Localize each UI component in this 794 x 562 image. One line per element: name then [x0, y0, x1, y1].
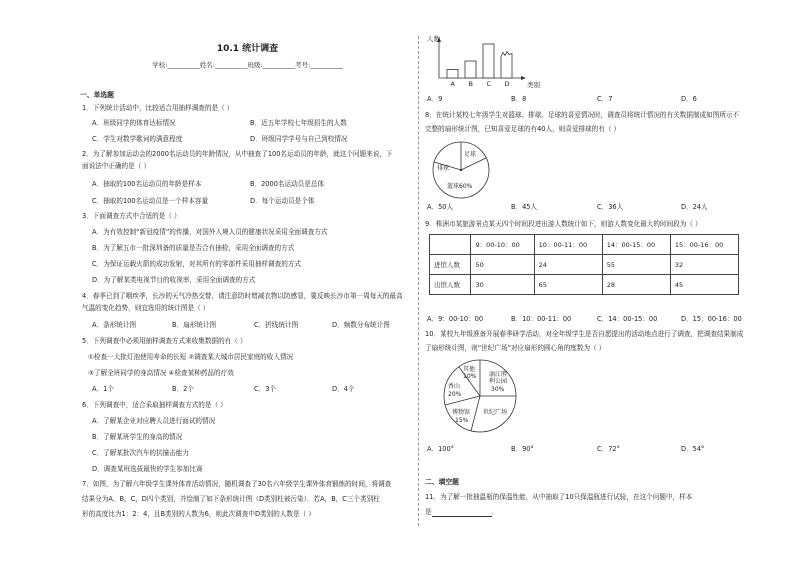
pie-label-park-line1: 漓江胜: [489, 371, 508, 378]
table-cell: 9：00-10：00: [471, 235, 534, 255]
q3-option-a[interactable]: A．为有效控制“新冠疫情”的传播，对国外入境人员的健康状况采用全面调查方式: [92, 228, 328, 236]
table-row: [430, 275, 739, 295]
q11-answer-blank[interactable]: [432, 509, 492, 517]
question-5-item-line2: ③了解全班同学的身高情况 ④检查某种药品的疗效: [88, 369, 234, 377]
table-cell: 14：00-15：00: [602, 235, 670, 255]
pie-label-museum-pct: 15%: [455, 417, 469, 424]
pie-label-museum: 博物馆: [452, 409, 471, 416]
q5-option-a[interactable]: A．1个: [92, 385, 114, 393]
q7-option-d[interactable]: D．6: [681, 95, 697, 103]
pie-label-other: 其他: [463, 366, 476, 373]
pie-label-basketball: 篮球60%: [447, 183, 473, 190]
q6-option-c[interactable]: C．了解某批次汽车的抗撞击能力: [92, 449, 189, 457]
q10-option-b[interactable]: B．90°: [511, 445, 534, 453]
q10-pie-chart: [425, 356, 535, 436]
bar-D: [501, 52, 512, 79]
q3-option-b[interactable]: B．为了解五市一批深圳备的质量是否合有抽检，采用全面调查的方式: [92, 244, 295, 252]
q7-option-a[interactable]: A．9: [427, 95, 443, 103]
page-title: 10.1 统计调查: [216, 44, 279, 54]
table-cell: 65: [534, 275, 602, 295]
bar-B: [465, 61, 476, 78]
pie-label-volleyball: 排球: [437, 165, 450, 172]
question-8-line1: 8．在统计某校七年级学生对篮球、排球、足球的喜爱情况时，调查员将统计情况的有关数据制成如图所示不: [425, 111, 740, 119]
bar-group: [447, 44, 512, 78]
pie-label-park-line2: 利公园: [489, 378, 508, 385]
table-cell: 出馆人数: [430, 275, 471, 295]
question-2-stem-line1: 2．为了解参加运动会的2000名运动员的年龄情况，从中抽查了100名运动员的年龄，就这个问题来说，下: [82, 150, 393, 158]
q10-option-d[interactable]: D．54°: [681, 445, 705, 453]
table-cell: 28: [602, 275, 670, 295]
q1-option-d[interactable]: D．班级同学学号与自己到校情况: [250, 135, 348, 143]
question-9-stem: 9．株洲市某旅游景点某天四个时间段进出游人数统计如下，则游人数变化最大的时间段为（ ）: [425, 220, 702, 228]
question-1-stem: 1．下列统计活动中，比较适合用抽样调查的是（ ）: [82, 104, 234, 112]
q2-option-d[interactable]: D．每个运动员是个体: [250, 197, 315, 205]
q5-option-c[interactable]: C．3个: [254, 385, 276, 393]
bar-C: [483, 44, 494, 78]
q8-option-b[interactable]: B．45人: [511, 203, 538, 211]
q11-period: ．: [491, 508, 499, 516]
table-row: [430, 255, 739, 275]
pie-label-century-square: 世纪广场: [483, 409, 508, 416]
q1-option-a[interactable]: A．班级同学的体育达标情况: [92, 119, 176, 127]
table-cell: 10：00-11：00: [534, 235, 602, 255]
question-7-line1: 7．如图，为了解六年级学生课外体育活动情况，随机调查了30名六年级学生课外体育锻炼的时间，将调查: [82, 480, 392, 488]
pie-label-park-pct: 30%: [491, 386, 505, 393]
q6-option-a[interactable]: A．了解某企业对应聘人员进行面试的情况: [92, 417, 216, 425]
question-7-line3: 形的高度比为1：2：4，且B类别的人数为6，则此次调查中D类别的人数是（ ）: [82, 510, 315, 518]
pie-label-xiangshan: 香山: [448, 383, 461, 390]
pie-label-other-pct: 10%: [463, 373, 477, 380]
q3-option-c[interactable]: C．为保证运载火箭的成功发射，对其所有的零部件采用抽样调查的方式: [92, 260, 302, 268]
q7-option-b[interactable]: B．8: [511, 95, 527, 103]
question-5-item-line1: ①检查一大批灯泡使用寿命的长短 ②调查某大城市居民家庭的收入情况: [88, 353, 294, 361]
question-8-line2: 完整的扇形统计图，已知喜爱足球的有40人，则喜爱排球的有（ ）: [425, 125, 621, 133]
q9-option-a[interactable]: A．9：00-10：00: [427, 315, 484, 323]
table-cell: 32: [670, 255, 738, 275]
bar-label-C: C: [486, 80, 492, 88]
q8-option-a[interactable]: A．50人: [427, 203, 454, 211]
q9-option-c[interactable]: C．14：00-15：00: [597, 315, 658, 323]
q5-option-d[interactable]: D．4个: [332, 385, 355, 393]
question-5-stem: 5．下列调查中必须用抽样调查方式来收集数据的有（ ）: [82, 337, 247, 345]
question-4-stem-line1: 4．春季已到了咽疾季，长沙的天气冷热交替，请注意防时增减衣物以防感冒，要反映长沙市第一周每天的最高: [82, 292, 403, 300]
bar-A: [447, 70, 458, 79]
q9-table: [429, 234, 739, 295]
table-cell: 55: [602, 255, 670, 275]
pie-center: [460, 169, 462, 171]
q8-pie-chart: [427, 138, 507, 200]
table-header-row: [430, 235, 739, 255]
question-10-line1: 10．某校九年级准备开展春季研学活动，对全年级学生是否自愿提出的活动地点进行了调查，把调查结果制成: [425, 330, 744, 338]
question-7-line2: 结果分为A，B，C，D四个类别，并绘制了如下条形统计图（D类别柱被污染）．若A，B，C三个类别柱: [82, 495, 380, 503]
q10-option-c[interactable]: C．72°: [597, 445, 620, 453]
bar-chart-ylabel: 人数: [427, 35, 440, 43]
q2-option-b[interactable]: B．2000名运动员是总体: [250, 180, 325, 188]
q8-option-d[interactable]: D．24人: [681, 203, 708, 211]
table-cell: 30: [471, 275, 534, 295]
question-11-line1: 11．为了解一批抽温瓶的保温性能，从中抽取了10只保温瓶进行试验，在这个问题中，样本: [425, 493, 693, 501]
pie-label-xiangshan-pct: 20%: [448, 391, 462, 398]
table-cell: 50: [471, 255, 534, 275]
q7-bar-chart: [425, 32, 540, 90]
question-11-line2: [425, 507, 498, 517]
q7-option-c[interactable]: C．7: [597, 95, 613, 103]
bar-label-B: B: [468, 80, 473, 88]
q9-option-d[interactable]: D．15：00-16：00: [681, 315, 742, 323]
pie-label-football: 足球: [464, 151, 477, 158]
q1-option-b[interactable]: B．近五年学校七年级招生的人数: [250, 119, 347, 127]
bar-label-A: A: [450, 80, 455, 88]
section-heading-fill-blank: 二、填空题: [425, 478, 459, 486]
q6-option-d[interactable]: D．调查某班选拔最快的学生参加比赛: [92, 465, 203, 473]
table-cell: 15：00-16：00: [670, 235, 738, 255]
q3-option-d[interactable]: D．为了解某类电视节目的收视率，采用全面调查的方式: [92, 276, 256, 284]
bar-label-group: [451, 80, 510, 88]
q10-option-a[interactable]: A．100°: [427, 445, 454, 453]
x-axis-arrow: [521, 76, 526, 80]
q2-option-a[interactable]: A．抽取的100名运动员的年龄是样本: [92, 180, 202, 188]
q4-option-c[interactable]: C．折线统计图: [254, 321, 299, 329]
question-3-stem: 3．下面调查方式中合适的是（ ）: [82, 212, 181, 220]
question-4-stem-line2: 气温的变化趋势，则宜选用的统计图是（ ）: [82, 304, 210, 312]
q6-option-b[interactable]: B．了解某班学生的身高的情况: [92, 433, 183, 441]
bar-chart-xlabel: 类别: [527, 81, 540, 89]
question-6-stem: 6．下列调查中，适合采取抽样调查方式的是（ ）: [82, 401, 227, 409]
question-10-line2: 了扇形统计图，则“世纪广场”对应扇形的圆心角的度数为（ ）: [425, 344, 606, 352]
bar-label-D: D: [504, 80, 510, 88]
q9-option-b[interactable]: B．10：00-11：00: [511, 315, 572, 323]
q4-option-b[interactable]: B．扇形统计图: [172, 321, 217, 329]
table-cell: 进馆人数: [430, 255, 471, 275]
section-heading-single-choice: 一、单选题: [80, 91, 114, 99]
q2-option-c[interactable]: C．抽取的100名运动员是一个样本容量: [92, 197, 209, 205]
student-info-line: 学校:__________姓名:__________班级:__________考号:__________: [152, 61, 343, 69]
table-cell: [430, 235, 471, 255]
question-2-stem-line2: 面说法中正确的是（ ）: [82, 162, 151, 170]
column-divider: [418, 36, 419, 526]
table-cell: 45: [670, 275, 738, 295]
q8-option-c[interactable]: C．36人: [597, 203, 624, 211]
question-11-prefix: 是: [425, 508, 432, 516]
q4-option-a[interactable]: A．条形统计图: [92, 321, 137, 329]
q4-option-d[interactable]: D．频数分布统计图: [332, 321, 390, 329]
q1-option-c[interactable]: C．学生对数学歌词的满意程度: [92, 135, 183, 143]
q5-option-b[interactable]: B．2个: [172, 385, 194, 393]
table-cell: 24: [534, 255, 602, 275]
